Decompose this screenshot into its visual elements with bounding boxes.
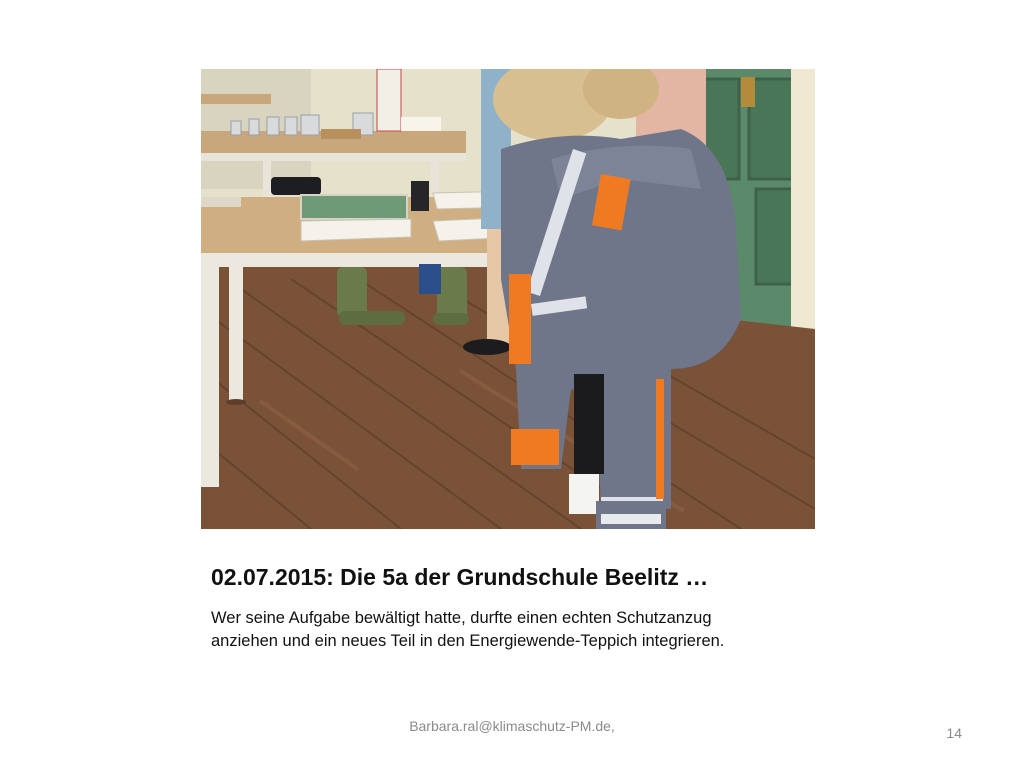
- classroom-photo: [201, 69, 815, 529]
- caption-line-1: Wer seine Aufgabe bewältigt hatte, durfte einen echten Schutzanzug: [211, 609, 712, 627]
- slide-caption: [211, 607, 931, 653]
- slide-title: 02.07.2015: Die 5a der Grundschule Beelitz …: [211, 564, 709, 590]
- photo-illustration: [201, 69, 815, 529]
- page-number: 14: [946, 725, 962, 741]
- caption-line-2: anziehen und ein neues Teil in den Energiewende-Teppich integrieren.: [211, 632, 725, 650]
- footer-email: Barbara.ral@klimaschutz-PM.de,: [409, 718, 615, 734]
